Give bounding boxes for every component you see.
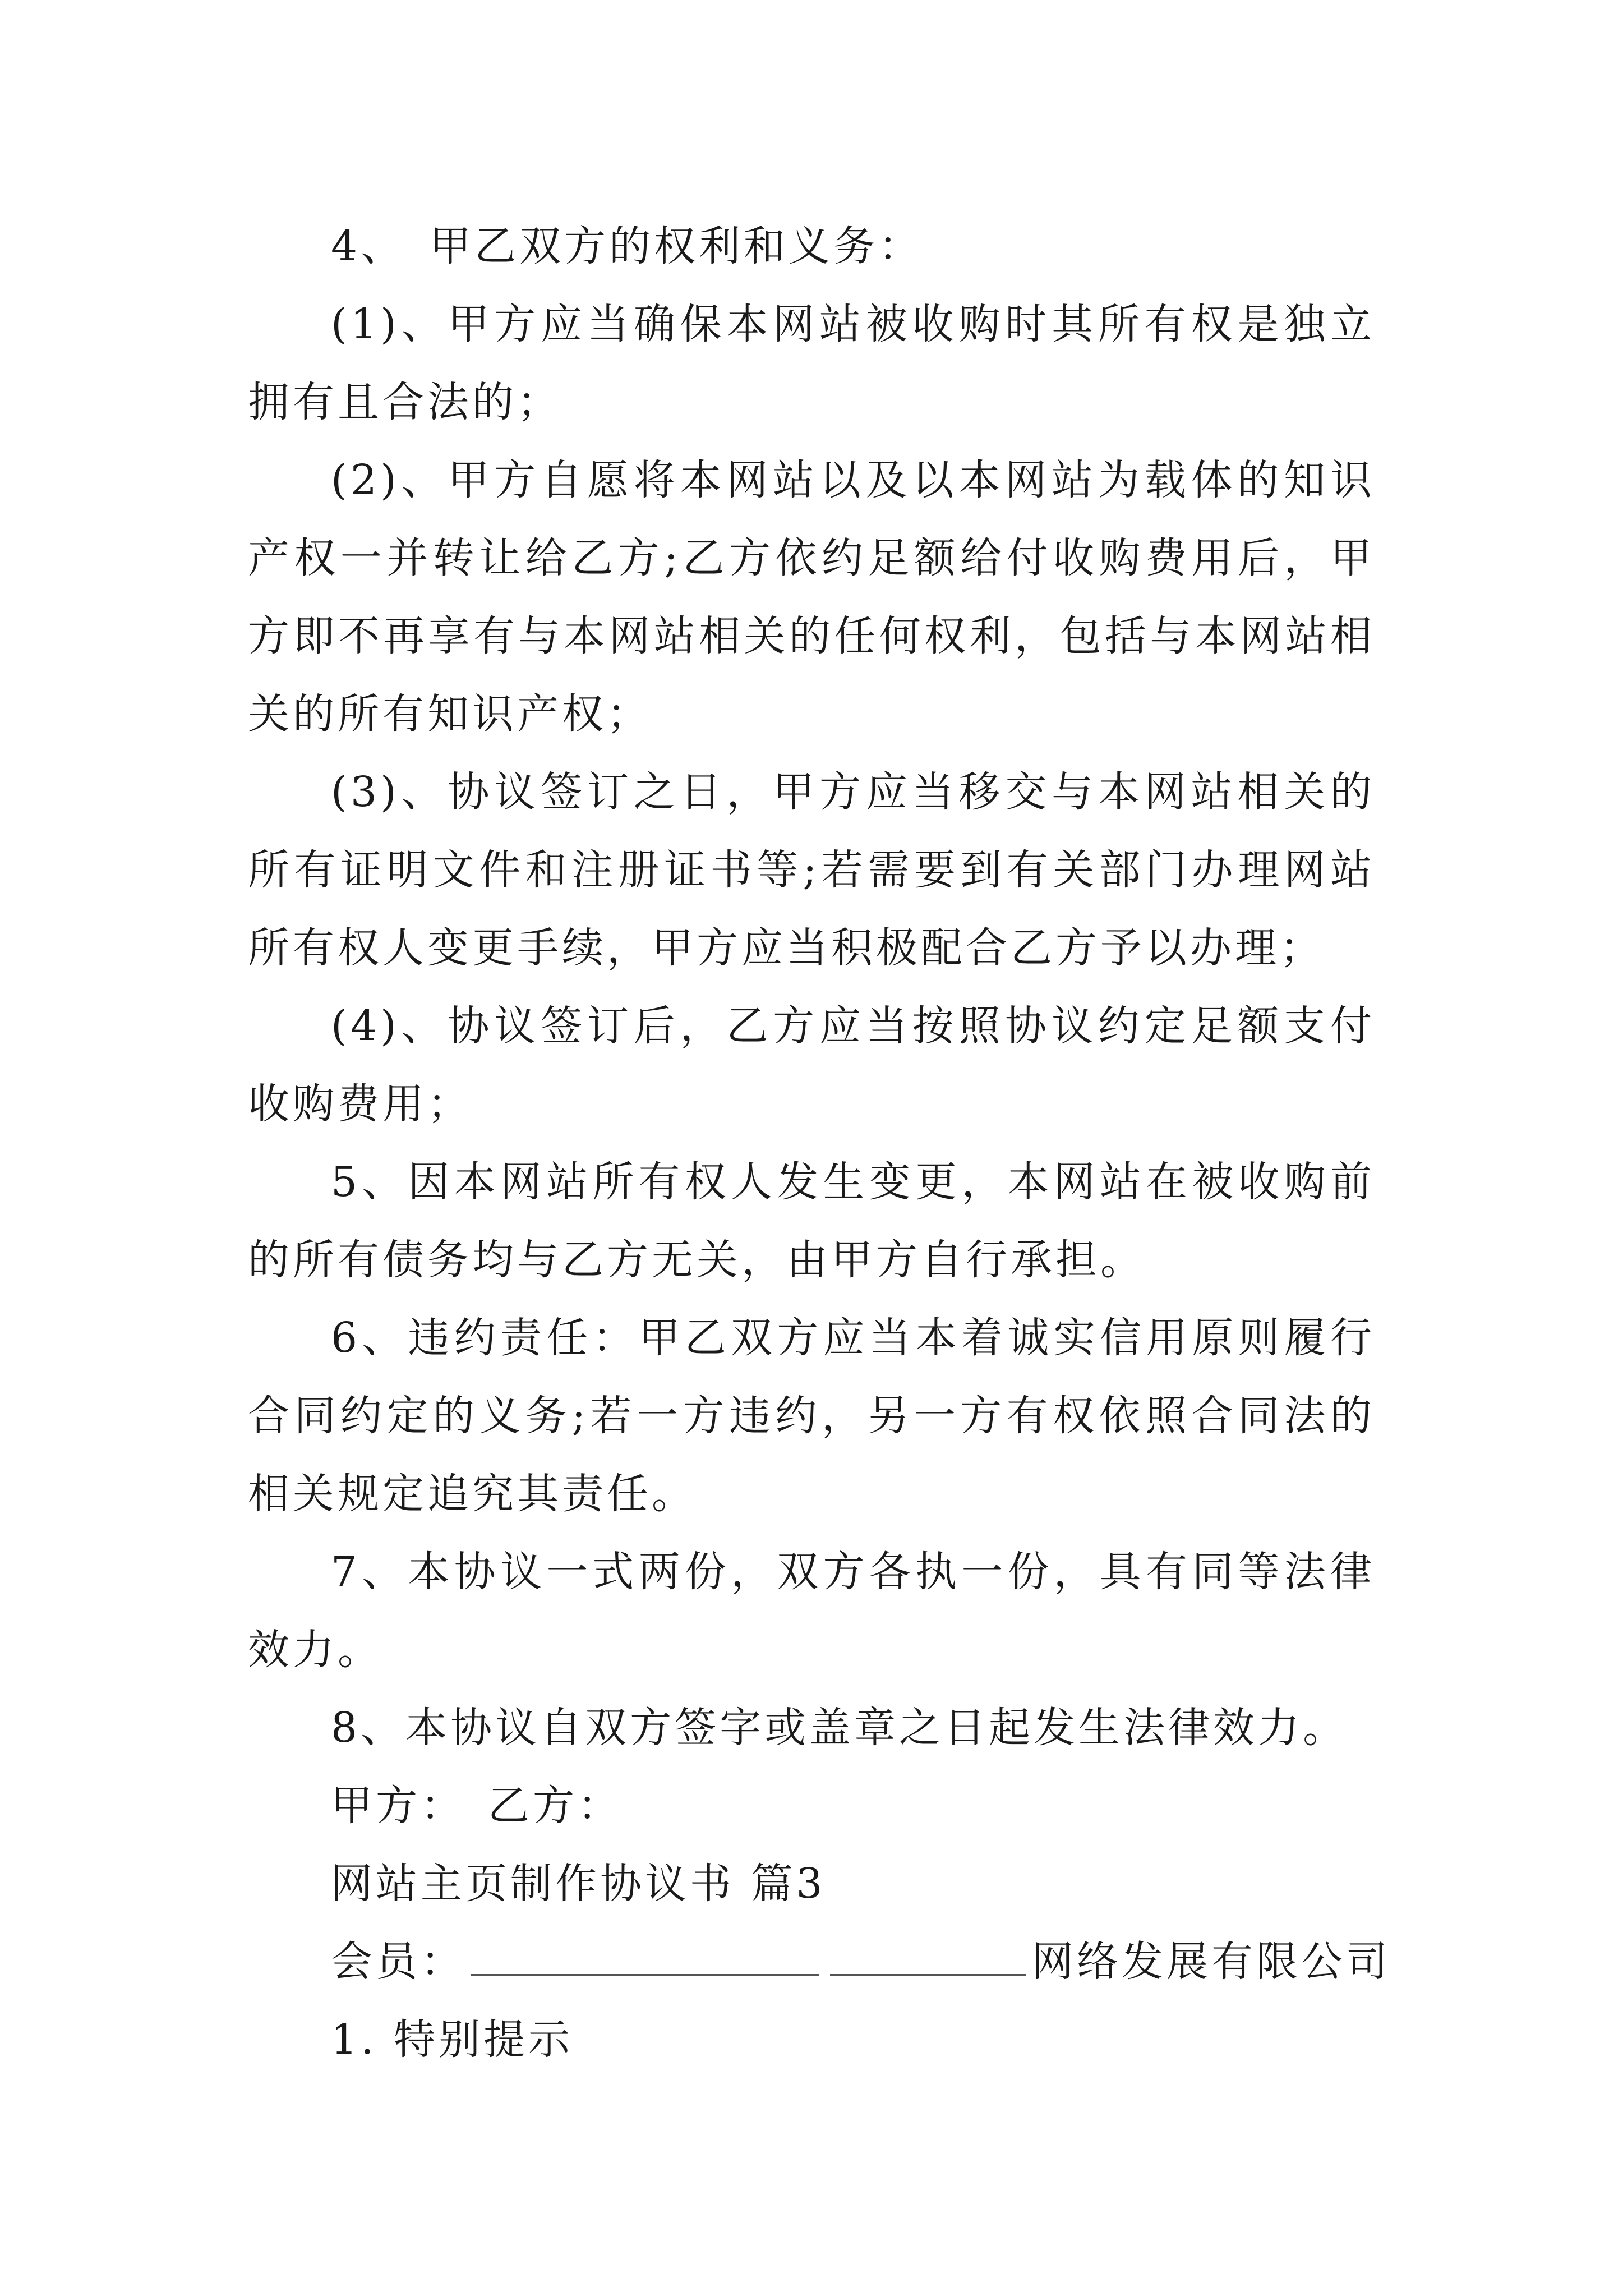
clause-8: 8、本协议自双方签字或盖章之日起发生法律效力。 — [331, 1704, 1348, 1752]
member-name-blank — [471, 1935, 819, 1976]
clause-7: 7、本协议一式两份，双方各执一份，具有同等法律效力。 — [248, 1548, 1375, 1674]
member-line — [248, 1923, 1391, 2001]
party-a-label: 甲方： — [331, 1782, 465, 1830]
special-notice-heading: 1. 特别提示 — [331, 2016, 574, 2064]
clause-5: 5、因本网站所有权人发生变更，本网站在被收购前的所有债务均与乙方无关，由甲方自行承担。 — [248, 1158, 1375, 1284]
document-body — [248, 208, 1391, 2079]
clause-4-1: (1)、甲方应当确保本网站被收购时其所有权是独立拥有且合法的； — [248, 300, 1375, 426]
signature-line — [248, 1767, 1375, 1845]
clause-6: 6、违约责任：甲乙双方应当本着诚实信用原则履行合同约定的义务;若一方违约，另一方有权依照合同法的相关规定追究其责任。 — [248, 1314, 1375, 1518]
clause-4-3: (3)、协议签订之日，甲方应当移交与本网站相关的所有证明文件和注册证书等;若需要到有关部门办理网站所有权人变更手续，甲方应当积极配合乙方予以办理； — [248, 768, 1375, 972]
company-name-blank — [830, 1935, 1026, 1976]
member-label: 会员： — [331, 1938, 465, 1986]
clause-4-heading: 4、 甲乙双方的权利和义务： — [331, 222, 924, 270]
party-b-label: 乙方： — [488, 1782, 623, 1830]
clause-4-4: (4)、协议签订后，乙方应当按照协议约定足额支付收购费用； — [248, 1002, 1375, 1128]
section-title: 网站主页制作协议书 篇3 — [331, 1860, 826, 1908]
company-suffix: 网络发展有限公司 — [1032, 1938, 1391, 1986]
clause-4-2: (2)、甲方自愿将本网站以及以本网站为载体的知识产权一并转让给乙方;乙方依约足额给付收购费用后，甲方即不再享有与本网站相关的任何权利，包括与本网站相关的所有知识产权； — [248, 456, 1375, 738]
